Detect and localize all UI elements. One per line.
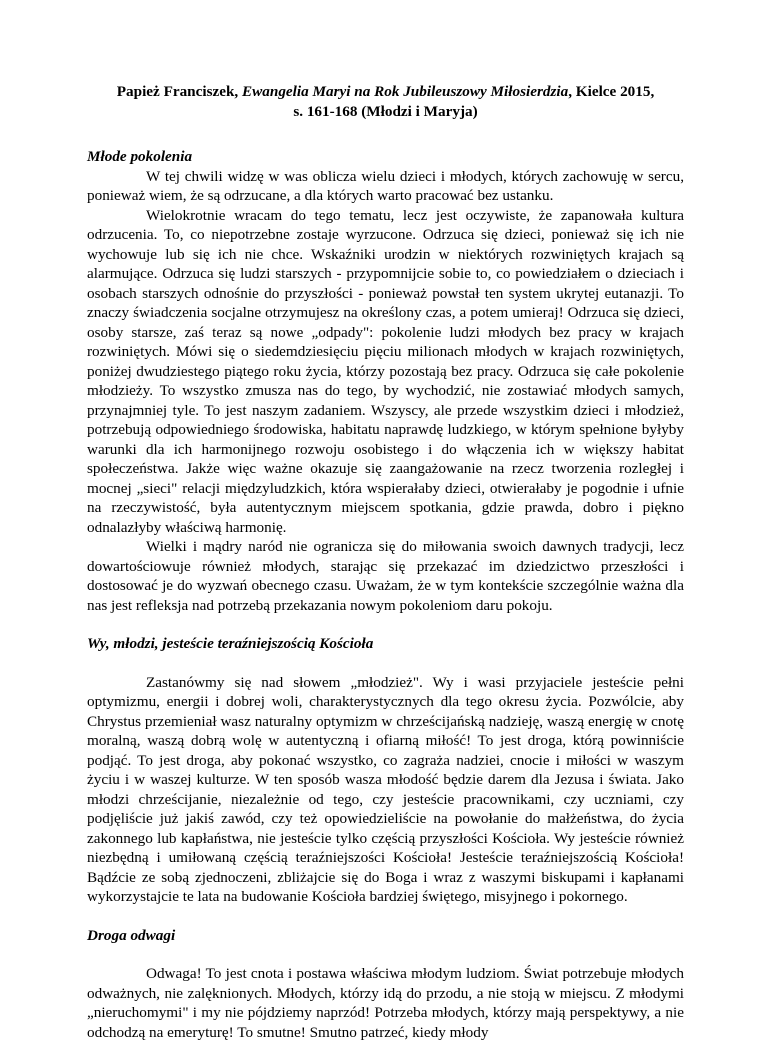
section-mlode-pokolenia xyxy=(87,147,684,615)
title-pages: s. 161-168 (Młodzi i Maryja) xyxy=(87,102,684,122)
paragraph: W tej chwili widzę w was oblicza wielu dzieci i młodych, których zachowuję w sercu, ponieważ wiem, że są odrzucane, a dla których warto pracować bez ustanku. xyxy=(87,167,684,206)
section-heading: Młode pokolenia xyxy=(87,147,684,167)
section-mlodzi-terazniejszosc xyxy=(87,634,684,907)
title-book: Ewangelia Maryi na Rok Jubileuszowy Miłosierdzia xyxy=(242,83,568,100)
paragraph: Zastanówmy się nad słowem „młodzież". Wy i wasi przyjaciele jesteście pełni optymizmu, energii i dobrej woli, charakterystycznych dla tego okresu życia. Pozwólcie, aby Chrystus przemieniał wasz naturalny optymizm w chrześcijańską nadzieję, waszą energię w cnotę moralną, waszą dobrą wolę w autentyczną i ofiarną miłość! To jest droga, którą powinniście podjąć. To jest droga, aby pokonać wszystko, co zagraża nadziei, cnocie i miłości w waszym życiu i w waszej kulturze. W ten sposób wasza młodość będzie darem dla Jezusa i świata. Jako młodzi chrześcijanie, niezależnie od tego, czy jesteście pracownikami, czy uczniami, czy podjęliście już jakiś zawód, czy też opowiedzieliście na powołanie do małżeństwa, do życia zakonnego lub kapłaństwa, nie jesteście tylko częścią przyszłości Kościoła. Wy jesteście również niezbędną i umiłowaną częścią teraźniejszości Kościoła! Jesteście teraźniejszością Kościoła! Bądźcie ze sobą zjednoczeni, zbliżajcie się do Boga i wraz z waszymi biskupami i kapłanami wykorzystajcie te lata na budowanie Kościoła bardziej świętego, misyjnego i pokornego. xyxy=(87,673,684,907)
section-heading: Droga odwagi xyxy=(87,926,684,946)
section-heading: Wy, młodzi, jesteście teraźniejszością Kościoła xyxy=(87,634,684,654)
paragraph: Odwaga! To jest cnota i postawa właściwa młodym ludziom. Świat potrzebuje młodych odważnych, nie zalęknionych. Młodych, którzy idą do przodu, a nie stoją w miejscu. Z młodymi „nieruchomymi" i my nie pójdziemy naprzód! Potrzeba młodych, którzy mają perspektywy, a nie odchodzą na emeryturę! To smutne! Smutno patrzeć, kiedy młody xyxy=(87,964,684,1042)
title-author: Papież Franciszek, xyxy=(117,83,242,100)
title-publication: , Kielce 2015, xyxy=(568,83,654,100)
section-droga-odwagi xyxy=(87,926,684,1042)
title-line-1 xyxy=(87,82,684,102)
paragraph: Wielki i mądry naród nie ogranicza się do miłowania swoich dawnych tradycji, lecz dowartościowuje również młodych, starając się przekazać im dziedzictwo przeszłości i dostosować je do wyzwań obecnego czasu. Uważam, że w tym kontekście szczególnie ważna dla nas jest refleksja nad potrzebą przekazania nowym pokoleniom daru pokoju. xyxy=(87,537,684,615)
document-title xyxy=(87,82,684,121)
paragraph: Wielokrotnie wracam do tego tematu, lecz jest oczywiste, że zapanowała kultura odrzucenia. To, co niepotrzebne zostaje wyrzucone. Odrzuca się dzieci, ponieważ się ich nie wychowuje lub się ich nie chce. Wskaźniki urodzin w niektórych rozwiniętych krajach są alarmujące. Odrzuca się ludzi starszych - przypomnijcie sobie to, co powiedziałem o dzieciach i osobach starszych odnośnie do przyszłości - ponieważ powstał ten system ukrytej eutanazji. To znaczy świadczenia socjalne otrzymujesz na określony czas, a potem umieraj! Odrzuca się dzieci, osoby starsze, zaś teraz są nowe „odpady": pokolenie ludzi młodych bez pracy w krajach rozwiniętych. Mówi się o siedemdziesięciu pięciu milionach młodych w krajach rozwiniętych, poniżej dwudziestego piątego roku życia, którzy pozostają bez pracy. Odrzuca się całe pokolenie młodzieży. To wszystko zmusza nas do tego, by wychodzić, nie zostawiać młodych samych, przynajmniej tyle. To jest naszym zadaniem. Wszyscy, ale przede wszystkim dzieci i młodzież, potrzebują odpowiedniego środowiska, habitatu naprawdę ludzkiego, w którym spełnione byłyby warunki dla ich harmonijnego rozwoju osobistego i do włączenia ich w większy habitat społeczeństwa. Jakże więc ważne okazuje się zaangażowanie na rzecz tworzenia rozległej i mocnej „sieci" relacji międzyludzkich, która wspierałaby dzieci, otwierałaby je pogodnie i ufnie na rzeczywistość, była autentycznym miejscem spotkania, gdzie prawda, dobro i piękno odnalazłyby właściwą harmonię. xyxy=(87,206,684,538)
